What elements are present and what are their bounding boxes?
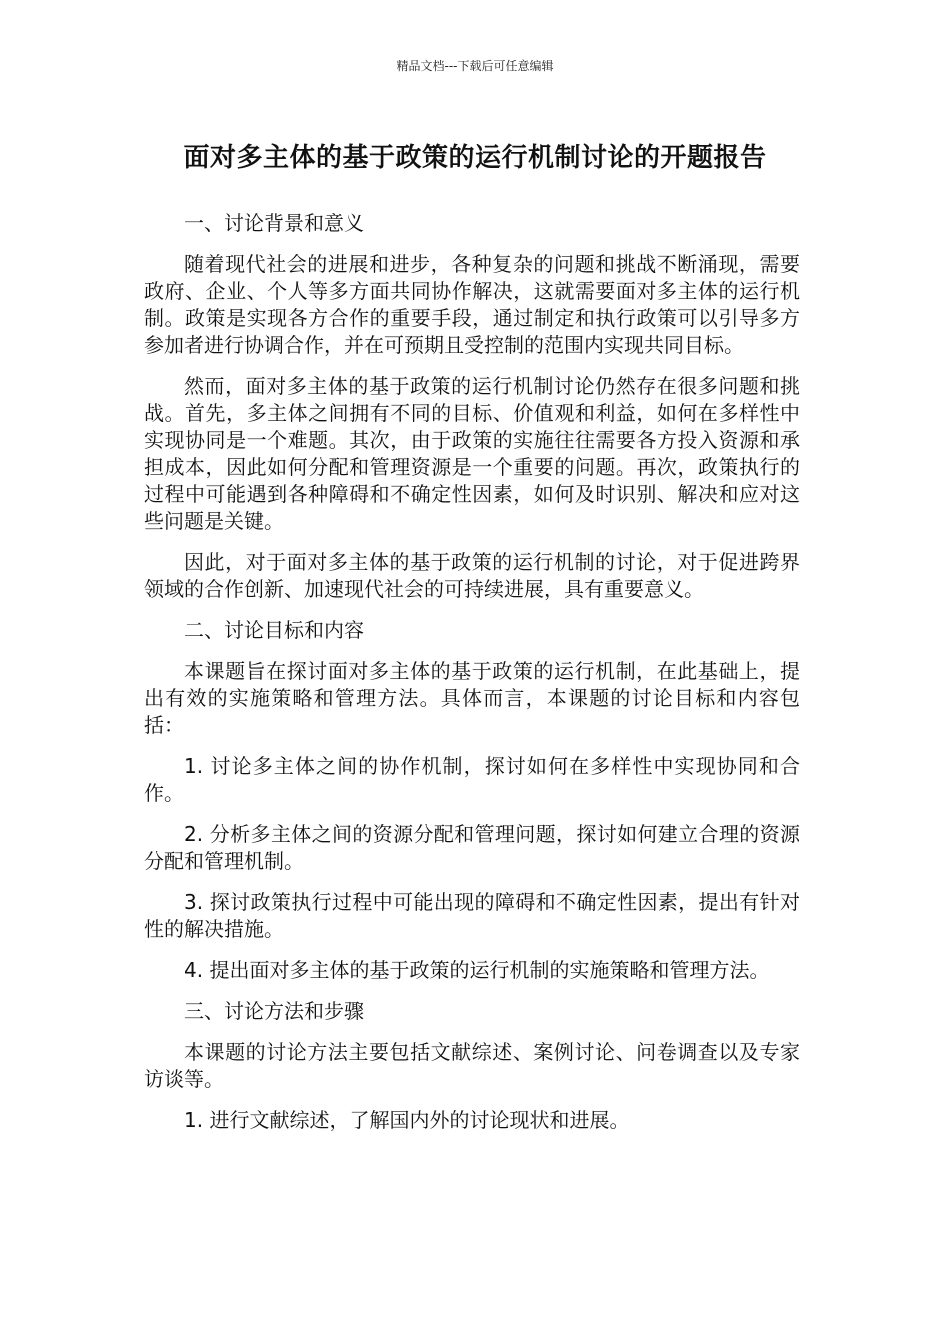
section-heading-goals: 二、讨论目标和内容 [184, 618, 364, 642]
paragraph: 随着现代社会的进展和进步，各种复杂的问题和挑战不断涌现，需要政府、企业、个人等多方面共同协作解决，这就需要面对多主体的运行机制。政策是实现各方合作的重要手段，通过制定和执行政策可以引导多方参加者进行协调合作，并在可预期且受控制的范围内实现共同目标。 [144, 252, 800, 357]
document-title: 面对多主体的基于政策的运行机制讨论的开题报告 [183, 143, 767, 173]
paragraph: 因此，对于面对多主体的基于政策的运行机制的讨论，对于促进跨界领域的合作创新、加速现代社会的可持续进展，具有重要意义。 [144, 550, 800, 601]
section-heading-methods: 三、讨论方法和步骤 [184, 999, 364, 1023]
list-item: 1. 讨论多主体之间的协作机制，探讨如何在多样性中实现协同和合作。 [144, 754, 800, 805]
section-heading-background: 一、讨论背景和意义 [184, 211, 364, 235]
list-item: 4. 提出面对多主体的基于政策的运行机制的实施策略和管理方法。 [184, 958, 770, 982]
paragraph: 本课题的讨论方法主要包括文献综述、案例讨论、问卷调查以及专家访谈等。 [144, 1040, 800, 1091]
paragraph: 本课题旨在探讨面对多主体的基于政策的运行机制，在此基础上，提出有效的实施策略和管理方法。具体而言，本课题的讨论目标和内容包括： [144, 659, 800, 737]
list-item: 2. 分析多主体之间的资源分配和管理问题，探讨如何建立合理的资源分配和管理机制。 [144, 822, 800, 873]
paragraph: 然而，面对多主体的基于政策的运行机制讨论仍然存在很多问题和挑战。首先，多主体之间拥有不同的目标、价值观和利益，如何在多样性中实现协同是一个难题。其次，由于政策的实施往往需要各方投入资源和承担成本，因此如何分配和管理资源是一个重要的问题。再次，政策执行的过程中可能遇到各种障碍和不确定性因素，如何及时识别、解决和应对这些问题是关键。 [144, 374, 800, 533]
list-item: 1. 进行文献综述，了解国内外的讨论现状和进展。 [184, 1108, 630, 1132]
header-note: 精品文档---下载后可任意编辑 [396, 59, 554, 73]
list-item: 3. 探讨政策执行过程中可能出现的障碍和不确定性因素，提出有针对性的解决措施。 [144, 890, 800, 941]
document-body [144, 210, 800, 1148]
